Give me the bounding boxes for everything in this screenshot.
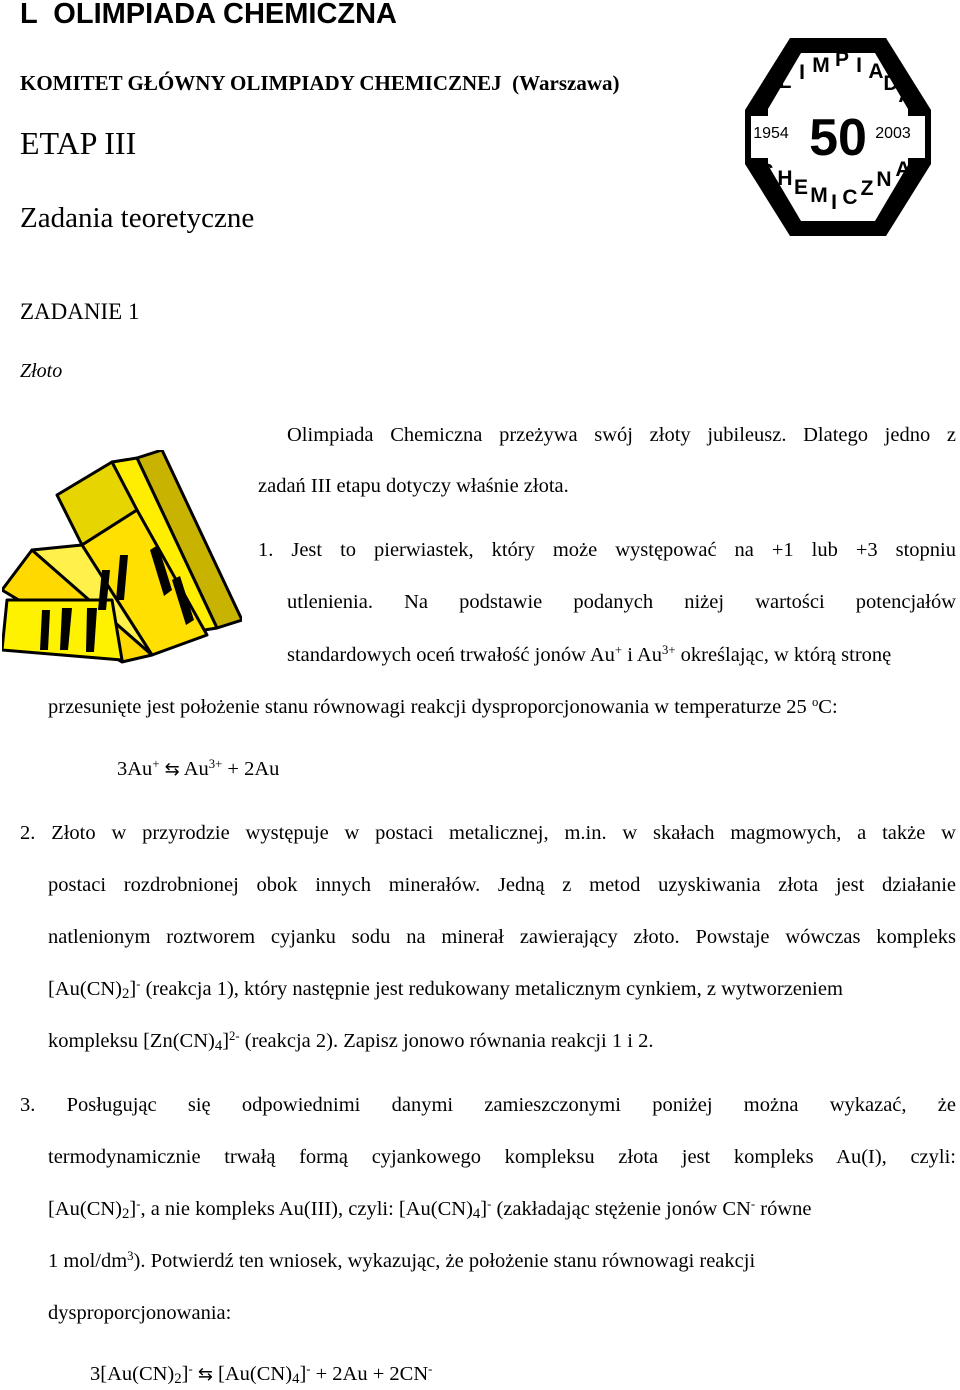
q1-line: standardowych oceń trwałość jonów Au+ i $Au^{3+}$ określając, w którą stronę	[287, 643, 892, 666]
committee-line: KOMITET GŁÓWNY OLIMPIADY CHEMICZNEJ (Warszawa)	[20, 71, 620, 95]
q3-line: dysproporcjonowania:	[48, 1302, 232, 1324]
task-subject: Złoto	[20, 360, 63, 382]
q2-line: natlenionym roztworem cyjanku sodu na minerał zawierający złoto. Powstaje wówczas kompleks	[48, 926, 956, 948]
q3-equation: $3[Au(CN)_2]^-$ ⇆ $[Au(CN)_4]^- + 2Au + 2CN^-$	[90, 1362, 433, 1387]
logo-letter: O	[757, 82, 775, 105]
section-title: Zadania teoretyczne	[20, 202, 255, 234]
logo-letter: C	[758, 160, 774, 183]
logo-letter: M	[810, 184, 828, 207]
logo-year-end: 2003	[875, 125, 911, 142]
logo-letter: I	[799, 61, 805, 84]
q3-line: termodynamicznie trwałą formą cyjankowego kompleksu złota jest kompleks Au(I), czyli:	[48, 1146, 956, 1168]
q3-line: $[Au(CN)_2]^-$, a nie kompleks Au(III), czyli: $[Au(CN)_4]^-$ (zakładając stężenie jonów CN- równe	[48, 1197, 812, 1222]
q3-line: 3. Posługując się odpowiednimi danymi zamieszczonymi poniżej można wykazać, że	[20, 1094, 956, 1116]
logo-letter: E	[793, 176, 809, 199]
q1-equation: 3Au+ ⇆ $Au^{3+} + 2Au$	[117, 757, 280, 780]
logo-letter: A	[868, 60, 884, 83]
q3-line: 1 mol/$dm^3$). Potwierdź ten wniosek, wykazując, że położenie stanu równowagi reakcji	[48, 1249, 756, 1272]
olympiad-title: L OLIMPIADA CHEMICZNA	[20, 0, 397, 30]
q1-line: przesunięte jest położenie stanu równowagi reakcji dysproporcjonowania w temperaturze 25 $^o$C:	[48, 695, 838, 718]
logo-letter: I	[831, 191, 837, 214]
q1-line: 1. Jest to pierwiastek, który może występować na +1 lub +3 stopniu	[258, 539, 956, 561]
gold-bars-illustration	[2, 450, 242, 665]
logo-letter: I	[856, 54, 862, 77]
logo-year-start: 1954	[753, 125, 789, 142]
logo-letter: H	[777, 167, 793, 190]
intro-line: zadań III etapu dotyczy właśnie złota.	[258, 475, 569, 497]
logo-letter: L	[778, 70, 792, 93]
logo-letter: Z	[860, 177, 874, 200]
q2-line: 2. Złoto w przyrodzie występuje w postaci metalicznej, m.in. w skałach magmowych, a także w	[20, 822, 956, 844]
logo-number: 50	[809, 109, 867, 167]
logo-letter: A	[898, 84, 914, 107]
stage-title: ETAP III	[20, 125, 137, 161]
logo-letter: A	[895, 158, 911, 181]
q2-line: postaci rozdrobnionej obok innych minerałów. Jedną z metod uzyskiwania złota jest działanie	[48, 874, 956, 896]
olympiad-logo	[743, 36, 933, 238]
logo-letter: N	[876, 168, 892, 191]
intro-line: Olimpiada Chemiczna przeżywa swój złoty jubileusz. Dlatego jedno z	[287, 424, 956, 446]
q2-line: kompleksu $[Zn(CN)_4]^{2-}$ (reakcja 2). Zapisz jonowo równania reakcji 1 i 2.	[48, 1029, 654, 1054]
q2-line: $[Au(CN)_2]^-$ (reakcja 1), który następnie jest redukowany metalicznym cynkiem, z wytworzeniem	[48, 977, 843, 1002]
logo-letter: P	[834, 48, 850, 71]
equilibrium-arrow-icon: ⇆	[197, 1364, 213, 1385]
task-heading: ZADANIE 1	[20, 299, 140, 324]
q1-line: utlenienia. Na podstawie podanych niżej wartości potencjałów	[287, 591, 956, 613]
logo-letter: M	[812, 54, 830, 77]
logo-letter: D	[883, 72, 899, 95]
logo-letter: C	[842, 186, 858, 209]
equilibrium-arrow-icon: ⇆	[164, 759, 180, 780]
